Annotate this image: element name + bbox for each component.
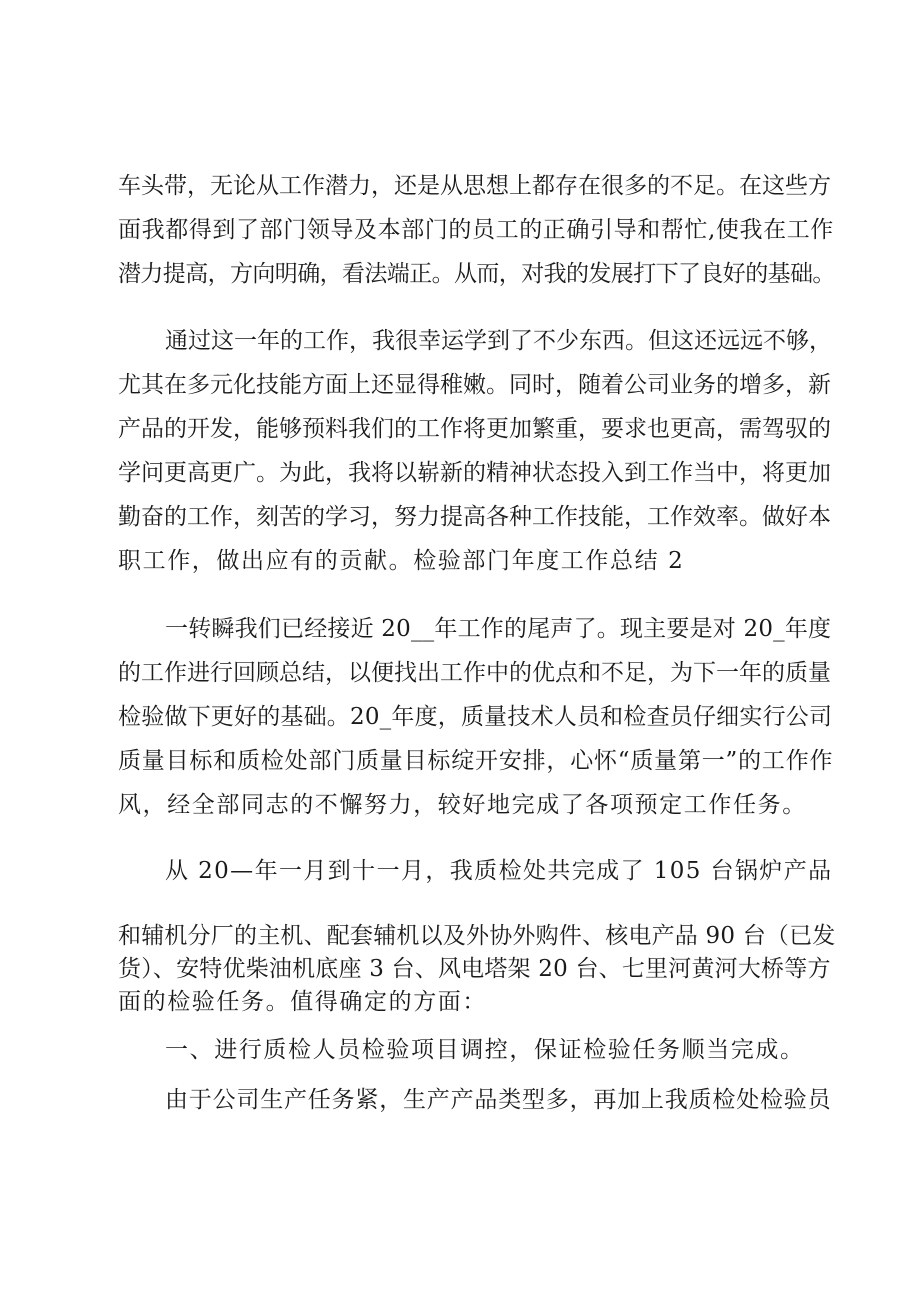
text-line: 由于公司生产任务紧，生产产品类型多，再加上我质检处检验员 — [165, 1087, 832, 1113]
text-line: 面的检验任务。值得确定的方面： — [118, 989, 487, 1015]
text-line: 产品的开发，能够预料我们的工作将更加繁重，要求也更高，需驾驭的 — [118, 416, 831, 442]
text-line: 职工作，做出应有的贡献。检验部门年度工作总结 2 — [118, 548, 685, 574]
text-line: 的工作进行回顾总结，以便找出工作中的优点和不足，为下一年的质量 — [118, 660, 831, 686]
text-line: 和辅机分厂的主机、配套辅机以及外协外购件、核电产品 90 台（已发 — [118, 923, 836, 949]
text-line: 从 20—年一月到十一月，我质检处共完成了 105 台锅炉产品 — [165, 858, 833, 884]
text-line: 尤其在多元化技能方面上还显得稚嫩。同时，随着公司业务的增多，新 — [118, 372, 831, 398]
text-line: 一转瞬我们已经接近 20__年工作的尾声了。现主要是对 20_年度 — [165, 616, 832, 642]
text-line: 车头带，无论从工作潜力，还是从思想上都存在很多的不足。在这些方 — [118, 173, 831, 199]
text-line: 质量目标和质检处部门质量目标绽开安排，心怀“质量第一”的工作作 — [118, 748, 834, 774]
text-line: 面我都得到了部门领导及本部门的员工的正确引导和帮忙,使我在工作 — [118, 217, 834, 243]
text-line: 风，经全部同志的不懈努力，较好地完成了各项预定工作任务。 — [118, 792, 807, 818]
text-line: 一、进行质检人员检验项目调控，保证检验任务顺当完成。 — [165, 1037, 805, 1063]
text-line: 货）、安特优柴油机底座 3 台、风电塔架 20 台、七里河黄河大桥等方 — [118, 956, 831, 982]
text-line: 潜力提高，方向明确，看法端正。从而，对我的发展打下了良好的基础。 — [118, 261, 835, 287]
text-line: 勤奋的工作，刻苦的学习，努力提高各种工作技能，工作效率。做好本 — [118, 504, 831, 530]
text-line: 检验做下更好的基础。20_年度，质量技术人员和检查员仔细实行公司 — [118, 704, 833, 730]
text-line: 学问更高更广。为此，我将以崭新的精神状态投入到工作当中，将更加 — [118, 460, 831, 486]
text-line: 通过这一年的工作，我很幸运学到了不少东西。但这还远远不够， — [165, 328, 832, 354]
